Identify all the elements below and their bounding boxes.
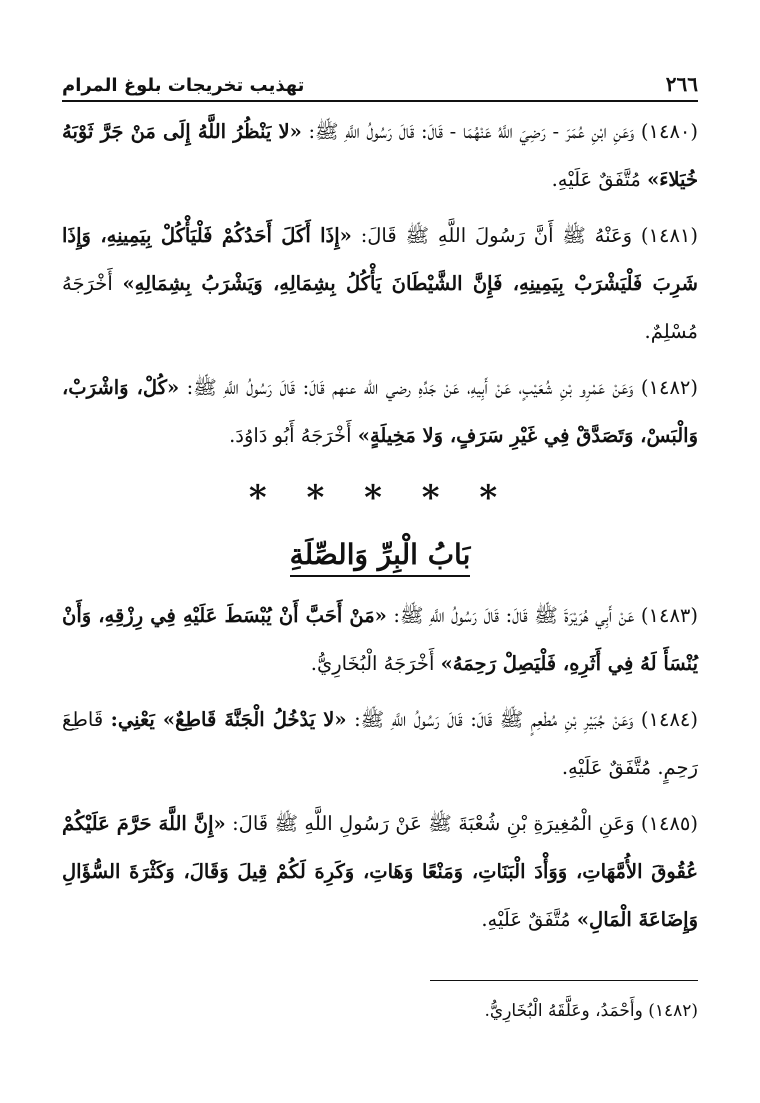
hadith-isnad: وَعَنِ ابْنِ عُمَرَ - رَضِيَ اللَّهُ عَنْهُمَا - قَالَ: قَالَ رَسُولُ اللَّهِ ﷺ: (308, 120, 635, 143)
hadith-isnad: وَعَنْ جُبَيْرِ بْنِ مُطْعِمٍ ﷺ قَالَ: قَالَ رَسُولُ اللَّهِ ﷺ: (354, 708, 634, 731)
hadith-1480 (62, 108, 698, 204)
hadith-matn: «كُلْ، وَاشْرَبْ، وَالْبَسْ، وَتَصَدَّقْ فِي غَيْرِ سَرَفٍ، وَلا مَخِيلَةٍ» (62, 376, 698, 447)
hadith-1485 (62, 800, 698, 944)
footnote: (١٤٨٢) وأَحْمَدُ، وعَلَّقَهُ الْبُخَارِيُّ. (484, 1001, 698, 1021)
footnote-divider (430, 980, 698, 981)
hadith-1483 (62, 592, 698, 688)
hadith-number: (١٤٨١) (640, 224, 699, 247)
hadith-takhrij: قَاطِعَ رَحِمٍ. مُتَّفَقٌ عَلَيْهِ. (62, 708, 698, 779)
hadith-takhrij: أَخْرَجَهُ مُسْلِمٌ. (62, 272, 698, 343)
page-body (62, 108, 698, 952)
hadith-1484 (62, 696, 698, 792)
hadith-number: (١٤٨٣) (640, 604, 699, 627)
hadith-number: (١٤٨٤) (640, 708, 699, 731)
hadith-number: (١٤٨٥) (640, 812, 699, 835)
hadith-takhrij: أَخْرَجَهُ أَبُو دَاوُدَ. (229, 424, 352, 447)
chapter-title (62, 532, 698, 578)
chapter-title-text: بَابُ الْبِرِّ وَالصِّلَةِ (290, 538, 471, 577)
page-number: ٢٦٦ (665, 72, 698, 96)
hadith-matn: «مَنْ أَحَبَّ أَنْ يُبْسَطَ عَلَيْهِ فِي رِزْقِهِ، وَأَنْ يُنْسَأَ لَهُ فِي أَثَرِهِ، فَلْيَصِلْ رَحِمَهُ» (62, 604, 698, 675)
section-separator: * * * * * (248, 478, 512, 518)
hadith-takhrij: مُتَّفَقٌ عَلَيْهِ. (481, 908, 571, 931)
hadith-takhrij: مُتَّفَقٌ عَلَيْهِ. (551, 168, 641, 191)
hadith-isnad: وَعَنْ عَمْرِو بْنِ شُعَيْبٍ، عَنْ أَبِيهِ، عَنْ جَدِّهِ رضي الله عنهم قَالَ: قَالَ رَسُولُ اللَّهِ ﷺ: (186, 376, 634, 399)
hadith-isnad: عَنْ أَبِي هُرَيْرَةَ ﷺ قَالَ: قَالَ رَسُولُ اللَّهِ ﷺ: (393, 604, 635, 627)
hadith-isnad: وَعَنِ الْمُغِيرَةِ بْنِ شُعْبَةَ ﷺ عَنْ رَسُولِ اللَّهِ ﷺ قَالَ: (232, 812, 635, 835)
hadith-1482 (62, 364, 698, 460)
hadith-number: (١٤٨٢) (640, 376, 699, 399)
hadith-matn: «إِذَا أَكَلَ أَحَدُكُمْ فَلْيَأْكُلْ بِيَمِينِهِ، وَإِذَا شَرِبَ فَلْيَشْرَبْ بِيَمِينِهِ، فَإِنَّ الشَّيْطَانَ يَأْكُلُ بِشِمَالِهِ، وَيَشْرَبُ بِشِمَالِهِ» (62, 224, 698, 295)
hadith-matn: «لا يَنْظُرُ اللَّهُ إِلَى مَنْ جَرَّ ثَوْبَهُ خُيَلاءَ» (62, 120, 698, 191)
hadith-number: (١٤٨٠) (640, 120, 699, 143)
hadith-isnad: وَعَنْهُ ﷺ أَنَّ رَسُولَ اللَّهِ ﷺ قَالَ: (360, 224, 633, 247)
hadith-takhrij: أَخْرَجَهُ الْبُخَارِيُّ. (310, 652, 435, 675)
page-header (62, 62, 698, 102)
hadith-matn: «إِنَّ اللَّهَ حَرَّمَ عَلَيْكُمْ عُقُوقَ الأُمَّهَاتِ، وَوَأْدَ الْبَنَاتِ، وَمَنْعًا وَهَاتِ، وَكَرِهَ لَكُمْ قِيلَ وَقَالَ، وَكَثْرَةَ السُّؤَالِ وَإِضَاعَةَ الْمَالِ» (62, 812, 698, 931)
running-title: تهذيب تخريجات بلوغ المرام (62, 75, 305, 96)
hadith-matn: «لا يَدْخُلُ الْجَنَّةَ قَاطِعٌ» يَعْنِي: (110, 708, 347, 731)
hadith-1481 (62, 212, 698, 356)
